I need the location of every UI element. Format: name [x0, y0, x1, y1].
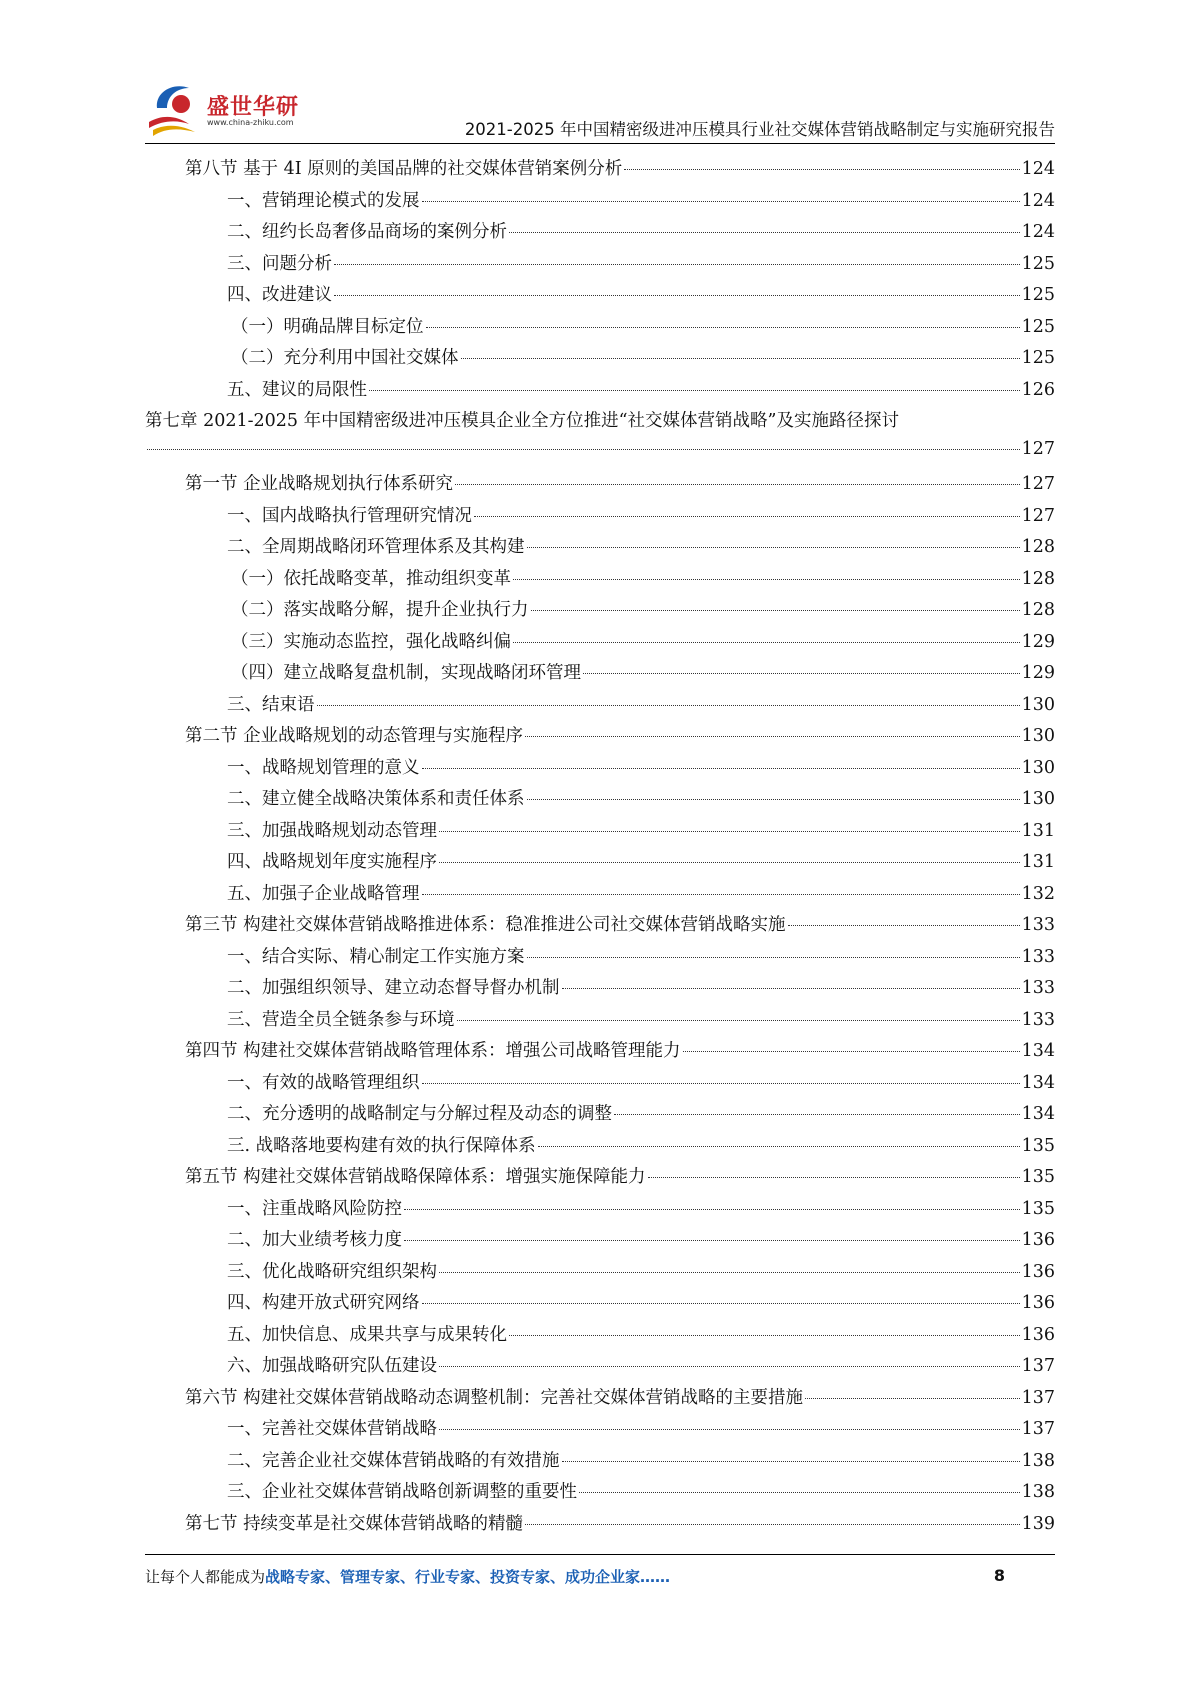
toc-entry-page: 130: [1021, 789, 1055, 809]
toc-entry-page: 138: [1021, 1482, 1055, 1502]
toc-entry-page: 128: [1021, 537, 1055, 557]
toc-dot-leader: [461, 358, 1020, 359]
toc-entry-page: 136: [1021, 1293, 1055, 1313]
toc-entry[interactable]: [145, 187, 1055, 219]
toc-entry-page: 128: [1021, 600, 1055, 620]
toc-dot-leader: [614, 1114, 1020, 1115]
toc-entry[interactable]: [145, 785, 1055, 817]
toc-entry-title: 二、加大业绩考核力度: [227, 1230, 402, 1250]
toc-entry-title: （一）依托战略变革，推动组织变革: [231, 568, 511, 589]
toc-entry-page: 129: [1021, 663, 1055, 683]
toc-entry-title: 第五节 构建社交媒体营销战略保障体系：增强实施保障能力: [185, 1167, 646, 1187]
toc-entry[interactable]: [145, 281, 1055, 313]
toc-entry-title: 二、建立健全战略决策体系和责任体系: [227, 789, 525, 809]
toc-entry[interactable]: [145, 1132, 1055, 1164]
toc-entry-page: 135: [1021, 1198, 1055, 1219]
page-header: [145, 78, 1055, 140]
toc-entry-title: 四、改进建议: [227, 285, 332, 305]
toc-entry-title: 第七章 2021-2025 年中国精密级进冲压模具企业全方位推进“社交媒体营销战略”及实施路径探讨: [145, 411, 900, 431]
toc-entry-title: 第六节 构建社交媒体营销战略动态调整机制：完善社交媒体营销战略的主要措施: [185, 1387, 804, 1408]
toc-entry[interactable]: [145, 817, 1055, 849]
toc-entry-title: 第四节 构建社交媒体营销战略管理体系：增强公司战略管理能力: [185, 1041, 681, 1061]
toc-entry-page: 127: [1021, 474, 1055, 494]
toc-dot-leader: [525, 1524, 1020, 1525]
toc-entry-page: 136: [1021, 1324, 1055, 1345]
toc-dot-leader: [422, 894, 1020, 895]
toc-entry-page: 134: [1021, 1041, 1055, 1061]
toc-entry-title: 三、问题分析: [227, 253, 332, 274]
toc-entry[interactable]: [145, 533, 1055, 565]
toc-dot-leader: [422, 768, 1020, 769]
toc-entry-page: 138: [1021, 1450, 1055, 1471]
toc-entry[interactable]: [145, 502, 1055, 534]
toc-entry[interactable]: [145, 1226, 1055, 1258]
toc-entry-page: 124: [1021, 159, 1055, 179]
toc-entry[interactable]: [145, 754, 1055, 786]
toc-entry[interactable]: [145, 313, 1055, 345]
toc-dot-leader: [788, 925, 1020, 926]
toc-entry[interactable]: [145, 1352, 1055, 1384]
toc-dot-leader: [509, 232, 1020, 233]
toc-entry[interactable]: [145, 1006, 1055, 1038]
toc-entry-title: 三、营造全员全链条参与环境: [227, 1009, 455, 1030]
toc-dot-leader: [404, 1209, 1020, 1210]
toc-dot-leader: [583, 673, 1020, 674]
toc-entry[interactable]: [145, 880, 1055, 912]
toc-dot-leader: [457, 1020, 1020, 1021]
header-divider: [145, 143, 1055, 144]
toc-entry-title: 二、加强组织领导、建立动态督导督办机制: [227, 978, 560, 998]
toc-entry-title: 二、完善企业社交媒体营销战略的有效措施: [227, 1450, 560, 1471]
toc-dot-leader: [527, 957, 1020, 958]
toc-dot-leader: [439, 831, 1020, 832]
toc-entry-page: 130: [1021, 757, 1055, 778]
toc-entry[interactable]: [145, 911, 1055, 943]
toc-dot-leader: [531, 610, 1020, 611]
toc-entry-title: 一、营销理论模式的发展: [227, 190, 420, 211]
toc-dot-leader: [648, 1177, 1020, 1178]
toc-entry[interactable]: [145, 470, 1055, 502]
toc-entry[interactable]: [145, 155, 1055, 187]
toc-dot-leader: [527, 547, 1020, 548]
toc-entry-title: 二、全周期战略闭环管理体系及其构建: [227, 537, 525, 557]
toc-entry-title: 六、加强战略研究队伍建设: [227, 1356, 437, 1376]
toc-dot-leader: [474, 516, 1020, 517]
toc-entry-page: 134: [1021, 1104, 1055, 1124]
toc-dot-leader: [317, 705, 1020, 706]
toc-entry-title: 一、结合实际、精心制定工作实施方案: [227, 946, 525, 967]
toc-entry[interactable]: [145, 974, 1055, 1006]
toc-entry-title: （二）落实战略分解，提升企业执行力: [231, 600, 529, 620]
toc-entry-title: （一）明确品牌目标定位: [231, 316, 424, 337]
toc-entry[interactable]: [145, 1100, 1055, 1132]
toc-entry[interactable]: [145, 659, 1055, 691]
company-logo: [145, 78, 310, 140]
logo-emblem-icon: [145, 78, 205, 140]
toc-entry-page: 131: [1021, 852, 1055, 872]
toc-entry[interactable]: [145, 1195, 1055, 1227]
toc-entry-page: 135: [1021, 1135, 1055, 1156]
toc-dot-leader: [805, 1398, 1020, 1399]
toc-entry-page: 137: [1021, 1387, 1055, 1408]
toc-entry[interactable]: [145, 407, 1055, 439]
toc-dot-leader: [422, 201, 1020, 202]
toc-entry[interactable]: [145, 1289, 1055, 1321]
toc-entry-page: 133: [1021, 1009, 1055, 1030]
toc-entry-page: 134: [1021, 1072, 1055, 1093]
toc-entry-page: 133: [1021, 978, 1055, 998]
toc-dot-leader: [683, 1051, 1020, 1052]
toc-entry-title: 第三节 构建社交媒体营销战略推进体系：稳准推进公司社交媒体营销战略实施: [185, 915, 786, 935]
toc-entry[interactable]: [145, 565, 1055, 597]
toc-entry-title: 二、纽约长岛奢侈品商场的案例分析: [227, 222, 507, 242]
toc-dot-leader: [562, 1461, 1020, 1462]
toc-entry-title: （二）充分利用中国社交媒体: [231, 348, 459, 368]
toc-dot-leader: [439, 1366, 1020, 1367]
toc-entry-page: 125: [1021, 316, 1055, 337]
toc-dot-leader: [527, 799, 1020, 800]
toc-entry[interactable]: [145, 1163, 1055, 1195]
toc-entry-title: 一、注重战略风险防控: [227, 1198, 402, 1219]
page-footer: [145, 1566, 1055, 1590]
toc-entry[interactable]: [145, 1037, 1055, 1069]
toc-entry-title: （三）实施动态监控，强化战略纠偏: [231, 631, 511, 652]
toc-dot-leader: [439, 1272, 1020, 1273]
toc-entry-title: （四）建立战略复盘机制，实现战略闭环管理: [231, 663, 581, 683]
toc-entry-title: 二、充分透明的战略制定与分解过程及动态的调整: [227, 1104, 612, 1124]
toc-entry-page: 136: [1021, 1261, 1055, 1282]
toc-entry-title: 五、加强子企业战略管理: [227, 883, 420, 904]
toc-entry-page: 126: [1021, 379, 1055, 400]
toc-entry-page: 135: [1021, 1167, 1055, 1187]
toc-entry-page: 131: [1021, 820, 1055, 841]
toc-entry-title: 五、加快信息、成果共享与成果转化: [227, 1324, 507, 1345]
toc-entry[interactable]: [145, 1478, 1055, 1510]
toc-entry-page: 133: [1021, 915, 1055, 935]
toc-entry-page: 133: [1021, 946, 1055, 967]
toc-dot-leader: [562, 988, 1020, 989]
toc-entry[interactable]: [145, 1258, 1055, 1290]
toc-entry-page: 132: [1021, 883, 1055, 904]
toc-dot-leader: [579, 1492, 1020, 1493]
toc-dot-leader: [455, 484, 1020, 485]
toc-entry-title: 三、企业社交媒体营销战略创新调整的重要性: [227, 1482, 577, 1502]
toc-entry-title: 四、战略规划年度实施程序: [227, 852, 437, 872]
toc-entry-page: 127: [1021, 505, 1055, 526]
toc-dot-leader: [334, 295, 1020, 296]
toc-entry[interactable]: [145, 218, 1055, 250]
toc-entry-page: 136: [1021, 1230, 1055, 1250]
toc-entry[interactable]: [145, 1069, 1055, 1101]
toc-entry-page: 137: [1021, 1356, 1055, 1376]
toc-entry[interactable]: [145, 344, 1055, 376]
toc-entry-page: 125: [1021, 285, 1055, 305]
toc-dot-leader: [439, 1429, 1020, 1430]
toc-entry-title: 一、有效的战略管理组织: [227, 1072, 420, 1093]
toc-entry[interactable]: [145, 1510, 1055, 1542]
toc-entry-title: 一、战略规划管理的意义: [227, 757, 420, 778]
toc-entry-page: 137: [1021, 1419, 1055, 1439]
toc-entry[interactable]: [145, 691, 1055, 723]
logo-name: 盛世华研: [207, 95, 300, 120]
toc-entry-page: 124: [1021, 222, 1055, 242]
logo-url: www.china-zhiku.com: [207, 118, 294, 127]
toc-entry-title: 第八节 基于 4I 原则的美国品牌的社交媒体营销案例分析: [185, 159, 623, 179]
toc-dot-leader: [624, 169, 1019, 170]
toc-entry[interactable]: [145, 628, 1055, 660]
toc-entry-title: 三、结束语: [227, 694, 315, 715]
toc-entry[interactable]: [145, 439, 1055, 471]
toc-entry[interactable]: [145, 1384, 1055, 1416]
toc-entry-page: 125: [1021, 348, 1055, 368]
toc-entry-title: 第七节 持续变革是社交媒体营销战略的精髓: [185, 1513, 524, 1534]
toc-dot-leader: [147, 449, 1020, 450]
toc-entry-page: 124: [1021, 190, 1055, 211]
toc-entry-page: 129: [1021, 631, 1055, 652]
toc-entry-page: 139: [1021, 1513, 1055, 1534]
toc-entry-title: 第一节 企业战略规划执行体系研究: [185, 474, 454, 494]
toc-entry-title: 四、构建开放式研究网络: [227, 1293, 420, 1313]
toc-dot-leader: [538, 1146, 1020, 1147]
toc-dot-leader: [513, 579, 1020, 580]
toc-dot-leader: [404, 1240, 1020, 1241]
toc-entry-page: 130: [1021, 726, 1055, 746]
toc-dot-leader: [513, 642, 1020, 643]
toc-dot-leader: [509, 1335, 1020, 1336]
toc-entry-title: 三、优化战略研究组织架构: [227, 1261, 437, 1282]
table-of-contents: [145, 155, 1055, 1541]
toc-entry-title: 一、完善社交媒体营销战略: [227, 1419, 437, 1439]
toc-entry[interactable]: [145, 1321, 1055, 1353]
toc-entry-page: 127: [1021, 438, 1055, 459]
toc-entry-title: 三、加强战略规划动态管理: [227, 820, 437, 841]
footer-divider: [145, 1554, 1055, 1555]
toc-dot-leader: [525, 736, 1020, 737]
document-title: 2021-2025 年中国精密级进冲压模具行业社交媒体营销战略制定与实施研究报告: [464, 120, 1055, 139]
toc-entry-page: 125: [1021, 253, 1055, 274]
toc-entry[interactable]: [145, 376, 1055, 408]
toc-dot-leader: [369, 390, 1020, 391]
toc-dot-leader: [439, 862, 1020, 863]
toc-entry[interactable]: [145, 250, 1055, 282]
toc-entry[interactable]: [145, 1415, 1055, 1447]
toc-entry-title: 五、建议的局限性: [227, 379, 367, 400]
toc-entry[interactable]: [145, 596, 1055, 628]
toc-dot-leader: [426, 327, 1020, 328]
toc-entry[interactable]: [145, 848, 1055, 880]
toc-entry-title: 一、国内战略执行管理研究情况: [227, 505, 472, 526]
toc-dot-leader: [334, 264, 1020, 265]
footer-slogan-roles: 战略专家、管理专家、行业专家、投资专家、成功企业家……: [265, 1568, 671, 1586]
toc-entry[interactable]: [145, 722, 1055, 754]
toc-entry-page: 128: [1021, 568, 1055, 589]
toc-entry[interactable]: [145, 943, 1055, 975]
toc-dot-leader: [422, 1303, 1020, 1304]
page-number: 8: [993, 1566, 1005, 1585]
toc-entry-title: 第二节 企业战略规划的动态管理与实施程序: [185, 726, 524, 746]
toc-entry-page: 130: [1021, 694, 1055, 715]
footer-slogan-prefix: 让每个人都能成为: [145, 1568, 266, 1586]
toc-entry[interactable]: [145, 1447, 1055, 1479]
toc-dot-leader: [422, 1083, 1020, 1084]
toc-entry-title: 三. 战略落地要构建有效的执行保障体系: [227, 1135, 536, 1156]
